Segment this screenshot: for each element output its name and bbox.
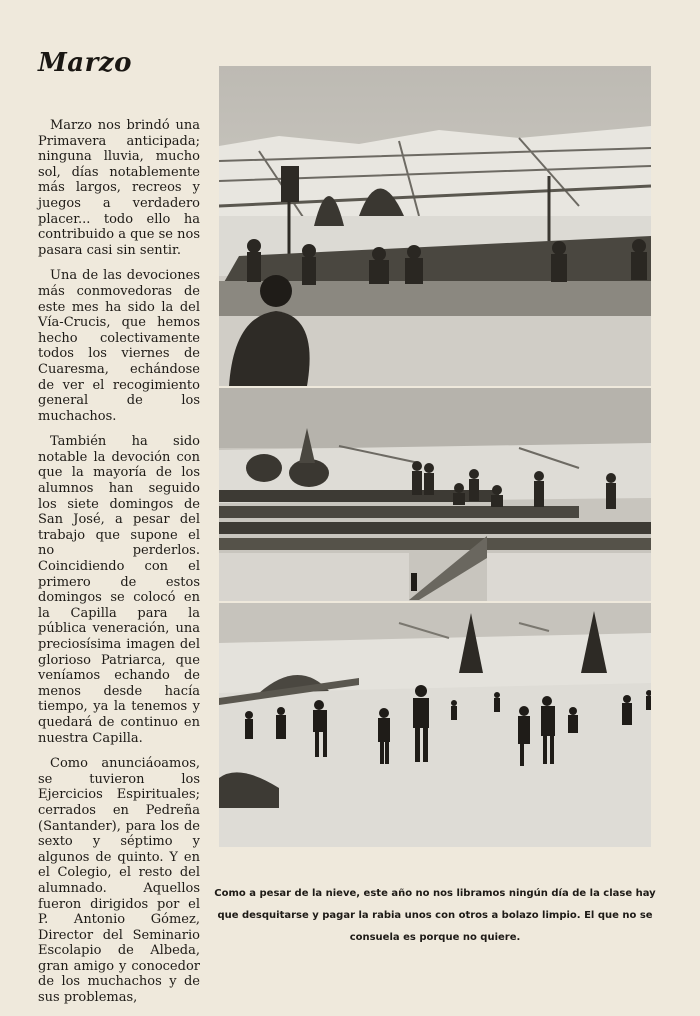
paragraph-3: También ha sido notable la devoción con que la mayoría de los alumnos han seguido los siete domingos de San José, a pesar del trabajo que supone el no perderlos. Coincidiendo con el primero de estos domingos se colocó en la Capilla para la pública veneración, una preciosísima imagen del glorioso Patriarca, que veníamos echando de menos desde hacía tiempo, ya la tenemos y quedará de continuo en nuestra Capilla. <box>38 434 200 746</box>
paragraph-1: Marzo nos brindó una Primavera anticipada; ninguna lluvia, mucho sol, días notablemente más largos, recreos y juegos a verdadero placer... todo ello ha contribuido a que se nos pasara casi sin sentir. <box>38 118 200 258</box>
photo-caption: Como a pesar de la nieve, este año no nos libramos ningún día de la clase hay que desquitarse y pagar la rabia unos con otros a bolazo limpio. El que no se consuela es porque no quiere. <box>214 888 656 943</box>
photo-stack <box>219 66 651 849</box>
snowball-fight-photo <box>219 603 651 847</box>
school-terraces-photo <box>219 388 651 601</box>
paragraph-2: Una de las devociones más conmovedoras de este mes ha sido la del Vía-Crucis, que hemos hecho colectivamente todos los viernes de Cuaresma, echándose de ver el recogimiento general de los muchachos. <box>38 268 200 424</box>
paragraph-4: Como anunciáoamos, se tuvieron los Ejercicios Espirituales; cerrados en Pedreña (Santander), para los de sexto y séptimo y algunos de quinto. Y en el Colegio, el resto del alumnado. Aquellos fueron dirigidos por el P. Antonio Gómez, Director del Seminario Escolapio de Albeda, gran amigo y conocedor de los muchachos y de sus problemas, <box>38 756 200 1006</box>
page-title: Marzo <box>38 48 132 78</box>
snowy-hillside-photo <box>219 66 651 386</box>
article-text <box>38 118 200 1016</box>
